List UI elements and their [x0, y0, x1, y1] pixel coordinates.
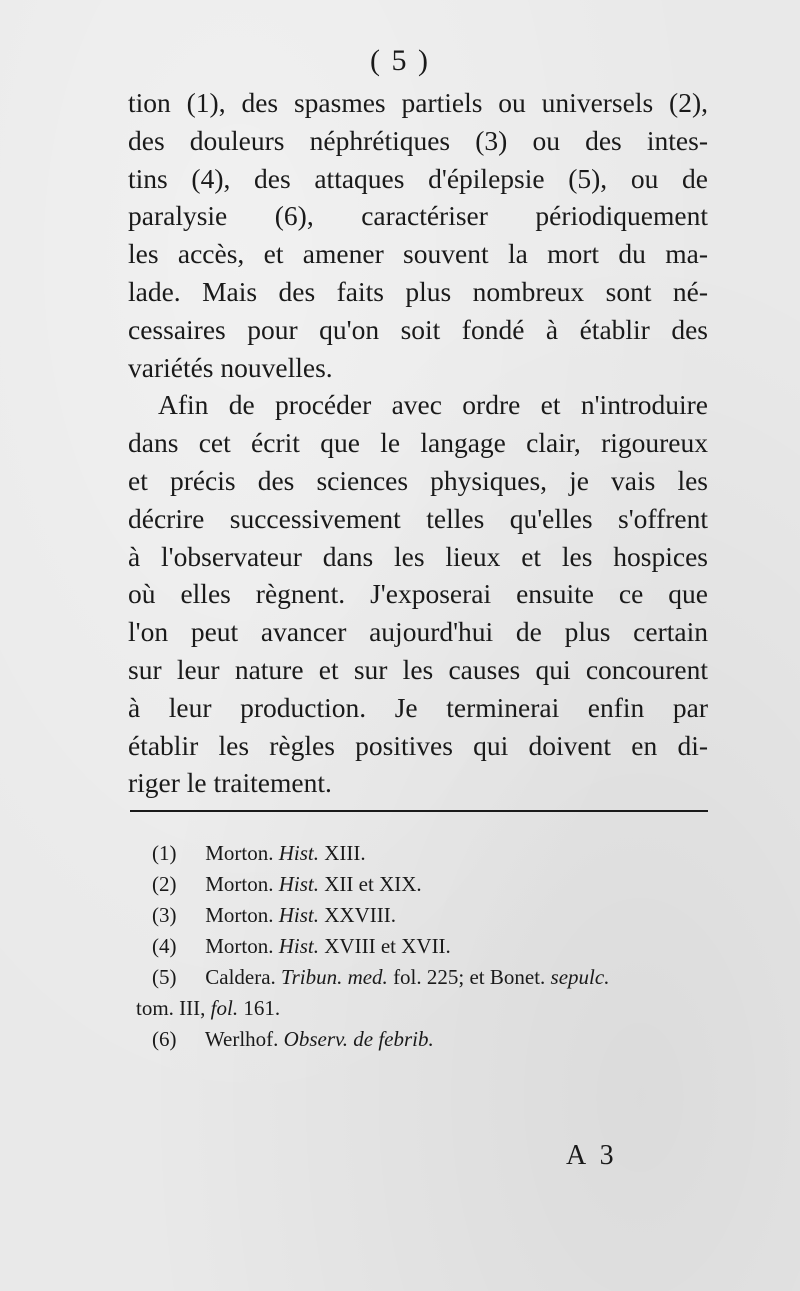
- footnote-work: Hist.: [278, 841, 320, 865]
- footnote-ref: XII et XIX.: [324, 872, 422, 896]
- footnote-work: Observ. de febrib.: [283, 1027, 434, 1051]
- text-line: lade. Mais des faits plus nombreux sont né-: [128, 275, 708, 307]
- text-line: établir les règles positives qui doivent en di-: [128, 729, 708, 761]
- text-line: l'on peut avancer aujourd'hui de plus certain: [128, 616, 708, 648]
- text-line: paralysie (6), caractériser périodiquement: [128, 200, 708, 232]
- footnote: [152, 1024, 722, 1055]
- footnotes: [136, 838, 722, 1055]
- footnote-ref: XIII.: [324, 841, 366, 865]
- signature-mark: A 3: [566, 1140, 618, 1171]
- footnote-divider: [130, 810, 708, 812]
- footnote-author: Morton.: [205, 841, 274, 865]
- text-line: cessaires pour qu'on soit fondé à établir des: [128, 313, 708, 345]
- footnote-author: Morton.: [205, 934, 274, 958]
- footnote-number: (5): [152, 965, 177, 989]
- footnote-folio: 161.: [243, 996, 281, 1020]
- footnote-work: Hist.: [278, 903, 320, 927]
- text-line: dans cet écrit que le langage clair, rigoureux: [128, 427, 708, 459]
- footnote-ref: XXVIII.: [324, 903, 396, 927]
- text-line: et précis des sciences physiques, je vais les: [128, 464, 708, 496]
- footnote-number: (3): [152, 903, 177, 927]
- footnote: [152, 838, 722, 869]
- footnote-work: Tribun. med.: [281, 965, 388, 989]
- text-line: riger le traitement.: [128, 767, 332, 799]
- footnote-author: Caldera.: [205, 965, 276, 989]
- footnote: [152, 931, 722, 962]
- footnote-work-secondary: sepulc.: [550, 965, 610, 989]
- footnote-work: Hist.: [278, 934, 320, 958]
- text-line: variétés nouvelles.: [128, 351, 333, 383]
- footnote-number: (4): [152, 934, 177, 958]
- footnote-author: Werlhof.: [204, 1027, 279, 1051]
- text-line: à leur production. Je terminerai enfin par: [128, 691, 708, 723]
- footnote-work: Hist.: [278, 872, 320, 896]
- main-text: [128, 84, 708, 802]
- footnote-ref: XVIII et XVII.: [324, 934, 451, 958]
- text-line: les accès, et amener souvent la mort du ma-: [128, 238, 708, 270]
- footnote-author: Morton.: [205, 872, 274, 896]
- text-line: Afin de procéder avec ordre et n'introduire: [158, 389, 708, 421]
- footnote-ref: fol. 225; et Bonet.: [393, 965, 546, 989]
- footnote-number: (2): [152, 872, 177, 896]
- footnote-volume: tom. III,: [136, 996, 206, 1020]
- text-line: à l'observateur dans les lieux et les hospices: [128, 540, 708, 572]
- text-line: tion (1), des spasmes partiels ou universels (2),: [128, 87, 708, 118]
- footnote-author: Morton.: [205, 903, 274, 927]
- footnote: [152, 869, 722, 900]
- footnote-number: (1): [152, 841, 177, 865]
- footnote-folio-label: fol.: [210, 996, 239, 1020]
- text-line: où elles règnent. J'exposerai ensuite ce que: [128, 578, 708, 610]
- footnote-continuation: [136, 993, 722, 1024]
- footnote: [152, 962, 722, 993]
- text-line: des douleurs néphrétiques (3) ou des intes-: [128, 124, 708, 156]
- page-number: ( 5 ): [370, 44, 430, 77]
- text-line: tins (4), des attaques d'épilepsie (5), ou de: [128, 162, 708, 194]
- footnote: [152, 900, 722, 931]
- text-line: décrire successivement telles qu'elles s'offrent: [128, 502, 708, 534]
- text-line: sur leur nature et sur les causes qui concourent: [128, 653, 708, 685]
- footnote-number: (6): [152, 1027, 177, 1051]
